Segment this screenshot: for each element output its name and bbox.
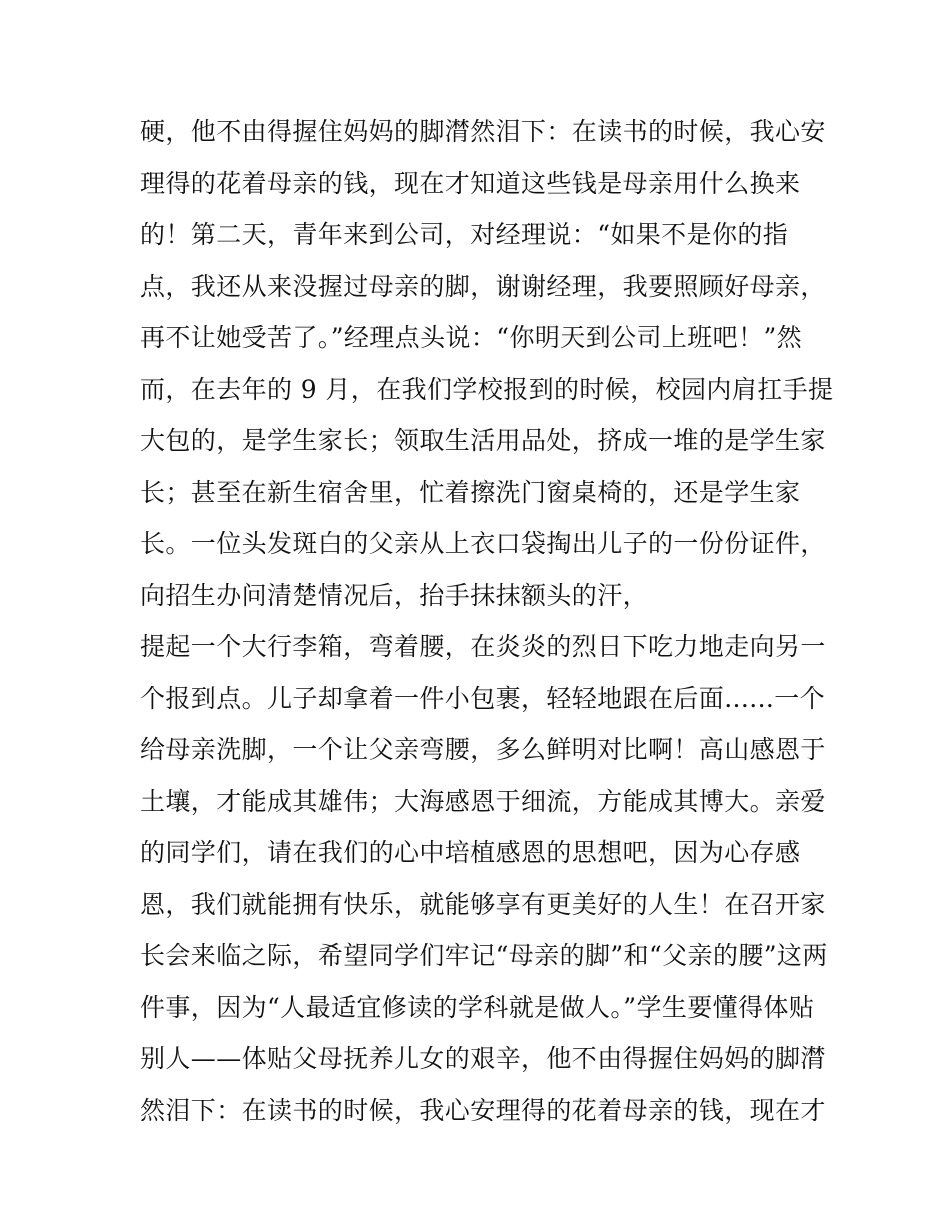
- text-line: 再不让她受苦了。”经理点头说：“你明天到公司上班吧！”然: [140, 323, 803, 352]
- text-line: 件事，因为“人最适宜修读的学科就是做人。”学生要懂得体贴: [140, 992, 815, 1022]
- text-line: 硬，他不由得握住妈妈的脚潸然泪下：在读书的时候，我心安: [140, 117, 826, 146]
- text-line: 向招生办问清楚情况后，抬手抹抹额头的汗，: [140, 580, 649, 610]
- text-line: 大包的，是学生家长；领取生活用品处，挤成一堆的是学生家: [140, 426, 826, 455]
- text-line: 点，我还从来没握过母亲的脚，谢谢经理，我要照顾好母亲，: [140, 271, 826, 301]
- text-line: 长会来临之际，希望同学们牢记“母亲的脚”和“父亲的腰”这两: [140, 941, 828, 970]
- text-line: 而，在去年的 9 月，在我们学校报到的时候，校园内肩扛手提: [140, 374, 834, 404]
- text-line: 个报到点。儿子却拿着一件小包裹，轻轻地跟在后面......一个: [140, 683, 826, 713]
- text-line: 给母亲洗脚，一个让父亲弯腰，多么鲜明对比啊！高山感恩于: [140, 735, 826, 764]
- text-line: 别人——体贴父母抚养儿女的艰辛，他不由得握住妈妈的脚潸: [140, 1044, 826, 1073]
- text-line: 恩，我们就能拥有快乐，就能够享有更美好的人生！在召开家: [140, 889, 826, 919]
- text-line: 然泪下：在读书的时候，我心安理得的花着母亲的钱，现在才: [140, 1095, 826, 1125]
- text-line: 长；甚至在新生宿舍里，忙着擦洗门窗桌椅的，还是学生家: [140, 477, 801, 507]
- text-line: 的同学们，请在我们的心中培植感恩的思想吧，因为心存感: [140, 838, 801, 867]
- text-line: 土壤，才能成其雄伟；大海感恩于细流，方能成其博大。亲爱: [140, 786, 826, 816]
- text-line: 理得的花着母亲的钱，现在才知道这些钱是母亲用什么换来: [140, 168, 801, 198]
- body-text: [140, 106, 834, 1136]
- text-line: 的！第二天，青年来到公司，对经理说：“如果不是你的指: [140, 220, 789, 249]
- text-line: 提起一个大行李箱，弯着腰，在炎炎的烈日下吃力地走向另一: [140, 632, 826, 661]
- text-line: 长。一位头发斑白的父亲从上衣口袋掏出儿子的一份份证件，: [140, 529, 826, 558]
